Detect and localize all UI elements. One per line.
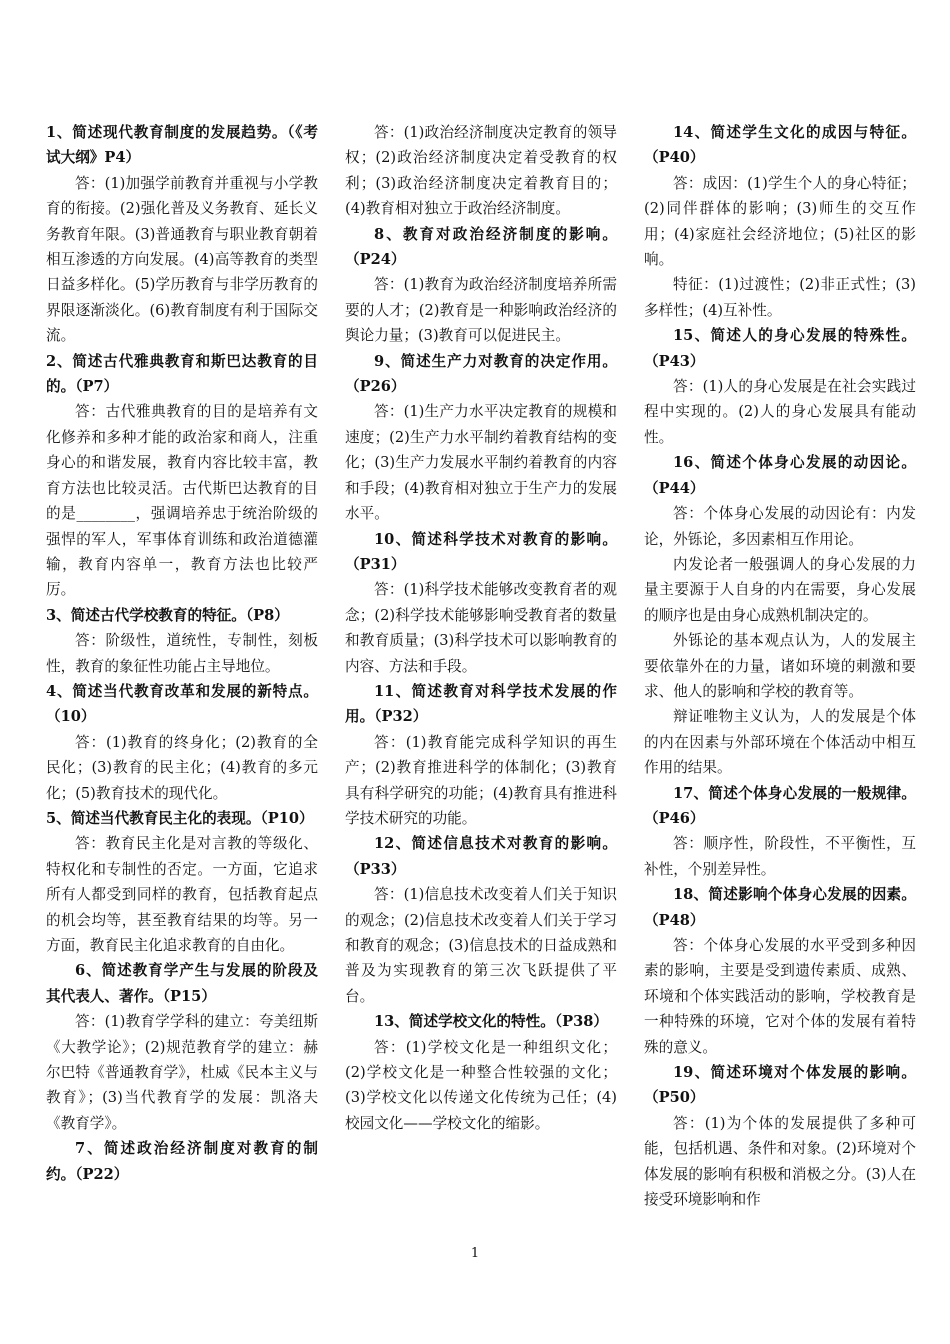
question-heading: 11、简述教育对科学技术发展的作用。（P32） <box>345 682 617 726</box>
question-heading: 2、简述古代雅典教育和斯巴达教育的目的。（P7） <box>46 352 318 396</box>
question-heading: 5、简述当代教育民主化的表现。（P10） <box>46 809 314 827</box>
answer-paragraph: 答：(1)教育能完成科学知识的再生产；(2)教育推进科学的体制化；(3)教育具有科学研究的功能；(4)教育具有推进科学技术研究的功能。 <box>345 733 617 827</box>
question-heading: 13、简述学校文化的特性。（P38） <box>374 1013 609 1031</box>
question-heading: 6、简述教育学产生与发展的阶段及其代表人、著作。（P15） <box>46 962 318 1005</box>
question-heading: 7、简述政治经济制度对教育的制约。（P22） <box>46 1140 318 1183</box>
answer-paragraph: 答：(1)信息技术改变着人们关于知识的观念；(2)信息技术改变着人们关于学习和教育的观念；(3)信息技术的日益成熟和普及为实现教育的第三次飞跃提供了平台。 <box>345 886 617 1005</box>
question-heading: 4、简述当代教育改革和发展的新特点。（10） <box>46 682 318 726</box>
answer-paragraph: 答：(1)生产力水平决定教育的规模和速度；(2)生产力水平制约着教育结构的变化；(3)生产力发展水平制约着教育的内容和手段；(4)教育相对独立于生产力的发展水平。 <box>345 403 617 523</box>
question-heading: 10、简述科学技术对教育的影响。（P31） <box>345 530 617 573</box>
page-number: 1 <box>470 1246 480 1261</box>
answer-paragraph: 答：成因：(1)学生个人的身心特征；(2)同伴群体的影响；(3)师生的交互作用；(4)家庭社会经济地位；(5)社区的影响。 <box>644 174 916 269</box>
answer-paragraph: 答：阶级性，道统性，专制性，刻板性，教育的象征性功能占主导地位。 <box>46 632 318 675</box>
question-heading: 19、简述环境对个体发展的影响。（P50） <box>644 1064 916 1107</box>
answer-paragraph: 答：(1)教育的终身化；(2)教育的全民化；(3)教育的民主化；(4)教育的多元化；(5)教育技术的现代化。 <box>46 733 318 802</box>
text-column-left <box>46 120 318 1187</box>
answer-paragraph: 答：(1)教育为政治经济制度培养所需要的人才；(2)教育是一种影响政治经济的舆论力量；(3)教育可以促进民主。 <box>345 276 617 345</box>
answer-paragraph: 答：(1)教育学学科的建立：夸美纽斯《大教学论》；(2)规范教育学的建立：赫尔巴特《普通教育学》，杜威《民本主义与教育》；(3)当代教育学的发展：凯洛夫《教育学》。 <box>46 1013 318 1132</box>
question-heading: 15、简述人的身心发展的特殊性。（P43） <box>644 327 916 370</box>
answer-paragraph: 外铄论的基本观点认为，人的发展主要依靠外在的力量，诸如环境的刺激和要求、他人的影响和学校的教育等。 <box>644 632 916 700</box>
question-heading: 9、简述生产力对教育的决定作用。（P26） <box>345 352 617 396</box>
answer-paragraph: 答：(1)为个体的发展提供了多种可能，包括机遇、条件和对象。(2)环境对个体发展的影响有积极和消极之分。(3)人在接受环境影响和作 <box>644 1114 916 1209</box>
answer-paragraph: 答：个体身心发展的水平受到多种因素的影响，主要是受到遗传素质、成熟、环境和个体实践活动的影响，学校教育是一种特殊的环境，它对个体的发展有着特殊的意义。 <box>644 937 916 1056</box>
text-column-right <box>644 120 916 1212</box>
question-heading: 8、教育对政治经济制度的影响。（P24） <box>345 225 617 269</box>
question-heading: 1、简述现代教育制度的发展趋势。（《考试大纲》P4） <box>46 124 318 167</box>
answer-paragraph: 内发论者一般强调人的身心发展的力量主要源于人自身的内在需要，身心发展的顺序也是由身心成熟机制决定的。 <box>644 555 916 624</box>
question-heading: 14、简述学生文化的成因与特征。（P40） <box>644 124 916 167</box>
question-heading: 16、简述个体身心发展的动因论。（P44） <box>644 454 916 497</box>
question-heading: 17、简述个体身心发展的一般规律。（P46） <box>644 784 916 827</box>
answer-paragraph: 答：(1)政治经济制度决定教育的领导权；(2)政治经济制度决定着受教育的权利；(3)政治经济制度决定着教育目的；(4)教育相对独立于政治经济制度。 <box>345 124 617 218</box>
answer-paragraph: 答：个体身心发展的动因论有：内发论，外铄论，多因素相互作用论。 <box>644 505 916 548</box>
question-heading: 18、简述影响个体身心发展的因素。（P48） <box>644 886 916 929</box>
question-heading: 12、简述信息技术对教育的影响。（P33） <box>345 835 617 878</box>
answer-paragraph: 辩证唯物主义认为，人的发展是个体的内在因素与外部环境在个体活动中相互作用的结果。 <box>644 708 916 777</box>
answer-paragraph: 答：(1)人的身心发展是在社会实践过程中实现的。(2)人的身心发展具有能动性。 <box>644 378 916 446</box>
answer-paragraph: 答：(1)加强学前教育并重视与小学教育的衔接。(2)强化普及义务教育、延长义务教育年限。(3)普通教育与职业教育朝着相互渗透的方向发展。(4)高等教育的类型日益多样化。(5)学历教育与非学历教育的界限逐渐淡化。(6)教育制度有利于国际交流。 <box>46 174 318 345</box>
answer-paragraph: 特征：(1)过渡性；(2)非正式性；(3)多样性；(4)互补性。 <box>644 276 916 319</box>
answer-paragraph: 答：(1)学校文化是一种组织文化；(2)学校文化是一种整合性较强的文化；(3)学校文化以传递文化传统为己任；(4)校园文化——学校文化的缩影。 <box>345 1038 617 1132</box>
answer-paragraph: 答：顺序性，阶段性，不平衡性，互补性，个别差异性。 <box>644 835 916 878</box>
answer-paragraph: 答：(1)科学技术能够改变教育者的观念；(2)科学技术能够影响受教育者的数量和教育质量；(3)科学技术可以影响教育的内容、方法和手段。 <box>345 581 617 675</box>
text-column-middle <box>345 120 617 1136</box>
answer-paragraph: 答：教育民主化是对言教的等级化、特权化和专制性的否定。一方面，它追求所有人都受到同样的教育，包括教育起点的机会均等，甚至教育结果的均等。另一方面，教育民主化追求教育的自由化。 <box>46 835 318 954</box>
question-heading: 3、简述古代学校教育的特征。（P8） <box>46 606 289 624</box>
answer-paragraph: 答：古代雅典教育的目的是培养有文化修养和多种才能的政治家和商人，注重身心的和谐发展，教育内容比较丰富，教育方法也比较灵活。古代斯巴达教育的目的是________，强调培养忠于统治阶级的强悍的军人，军事体育训练和政治道德灌输，教育内容单一，教育方法也比较严厉。 <box>46 403 318 599</box>
